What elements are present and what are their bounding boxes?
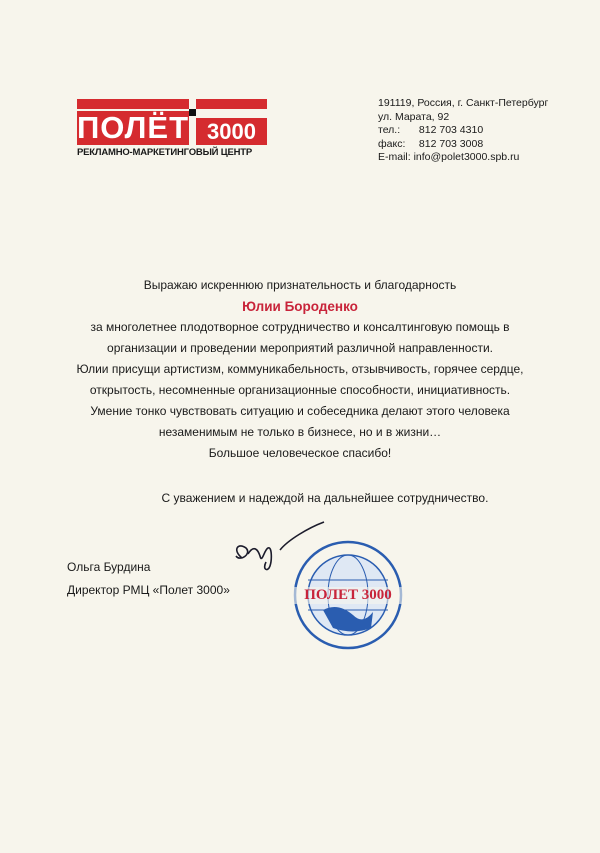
company-logo xyxy=(77,99,267,159)
body-line: организации и проведении мероприятий различной направленности. xyxy=(107,341,493,355)
body-line: Большое человеческое спасибо! xyxy=(208,446,392,460)
letter-body xyxy=(10,275,590,464)
phone-line xyxy=(378,124,548,138)
signer-name: Ольга Бурдина xyxy=(67,560,151,574)
company-stamp xyxy=(293,540,403,650)
contact-block xyxy=(378,97,548,165)
body-line: Юлии присущи артистизм, коммуникабельность, отзывчивость, горячее сердце, xyxy=(76,362,524,376)
recipient-name: Юлии Бороденко xyxy=(242,299,358,314)
stamp-text: ПОЛЕТ 3000 xyxy=(293,587,403,604)
body-line: Умение тонко чувствовать ситуацию и собеседника делают этого человека xyxy=(90,404,510,418)
logo-main-text: ПОЛЁТ xyxy=(77,110,190,145)
fax-line xyxy=(378,138,548,152)
address-line: ул. Марата, 92 xyxy=(378,110,450,123)
fax-value: 812 703 3008 xyxy=(418,137,484,150)
intro-line: Выражаю искреннюю признательность и благодарность xyxy=(143,278,457,292)
body-line: открытость, несомненные организационные способности, инициативность. xyxy=(89,383,511,397)
logo-bar xyxy=(77,99,189,109)
signer-title: Директор РМЦ «Полет 3000» xyxy=(67,583,230,597)
phone-value: 812 703 4310 xyxy=(418,124,484,136)
fax-label: факс: xyxy=(378,137,406,150)
logo-square xyxy=(189,109,196,116)
email-line: E-mail: info@polet3000.spb.ru xyxy=(378,151,520,163)
phone-label: тел.: xyxy=(378,124,401,136)
logo-number: 3000 xyxy=(196,118,267,145)
closing-line: С уважением и надеждой на дальнейшее сотрудничество. xyxy=(161,491,489,505)
signature-block xyxy=(67,556,230,602)
body-line: за многолетнее плодотворное сотрудничество и консалтинговую помощь в xyxy=(90,320,510,334)
logo-bar xyxy=(196,99,267,109)
body-line: незаменимым не только в бизнесе, но и в жизни… xyxy=(158,425,442,439)
address-line: 191119, Россия, г. Санкт-Петербург xyxy=(378,97,549,109)
logo-tagline: РЕКЛАМНО-МАРКЕТИНГОВЫЙ ЦЕНТР xyxy=(77,147,253,158)
